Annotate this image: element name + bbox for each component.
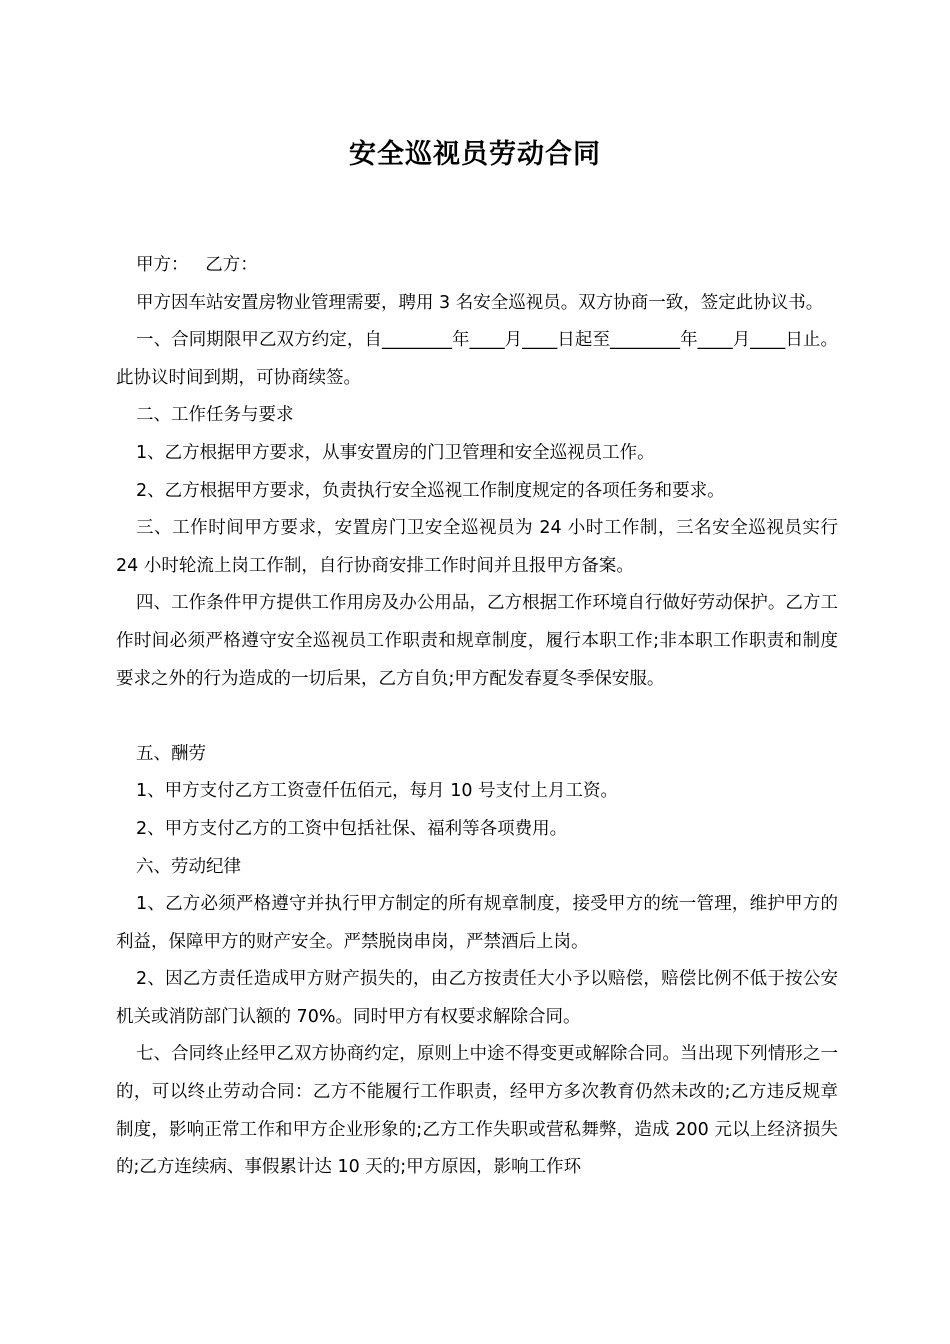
section-2-heading: 二、工作任务与要求 [136,405,294,426]
section-3-work-time: 三、工作时间甲方要求，安置房门卫安全巡视员为 24 小时工作制，三名安全巡视员实行 24 小时轮流上岗工作制，自行协商安排工作时间并且报甲方备案。 [116,518,844,576]
section-1-term: 一、合同期限甲乙双方约定，自________年____月____日起至________年____月____日止。此协议时间到期，可协商续签。 [116,330,838,388]
section-2-item-2: 2、乙方根据甲方要求，负责执行安全巡视工作制度规定的各项任务和要求。 [136,480,725,501]
intro-paragraph: 甲方因车站安置房物业管理需要，聘用 3 名安全巡视员。双方协商一致，签定此协议书。 [136,292,824,313]
section-7-termination: 七、合同终止经甲乙双方协商约定，原则上中途不得变更或解除合同。当出现下列情形之一的，可以终止劳动合同：乙方不能履行工作职责，经甲方多次教育仍然未改的;乙方违反规章制度，影响正常工作和甲方企业形象的;乙方工作失职或营私舞弊，造成 200 元以上经济损失的;乙方连续病、事假累计达 10 天的;甲方原因，影响工作环 [116,1044,838,1178]
section-6-item-1: 1、乙方必须严格遵守并执行甲方制定的所有规章制度，接受甲方的统一管理，维护甲方的利益，保障甲方的财产安全。严禁脱岗串岗，严禁酒后上岗。 [116,894,838,952]
section-5-heading: 五、酬劳 [136,743,206,764]
section-5-item-2: 2、甲方支付乙方的工资中包括社保、福利等各项费用。 [136,818,568,839]
section-4-work-conditions: 四、工作条件甲方提供工作用房及办公用品，乙方根据工作环境自行做好劳动保护。乙方工作时间必须严格遵守安全巡视员工作职责和规章制度，履行本职工作;非本职工作职责和制度要求之外的行为造成的一切后果，乙方自负;甲方配发春夏冬季保安服。 [116,593,838,689]
section-6-heading: 六、劳动纪律 [136,856,241,877]
blank-line [116,698,838,736]
section-2-item-1: 1、乙方根据甲方要求，从事安置房的门卫管理和安全巡视员工作。 [136,442,655,463]
document-body [116,247,844,1187]
document-title: 安全巡视员劳动合同 [349,139,601,170]
section-6-item-2: 2、因乙方责任造成甲方财产损失的，由乙方按责任大小予以赔偿，赔偿比例不低于按公安机关或消防部门认额的 70%。同时甲方有权要求解除合同。 [116,969,838,1027]
parties-line: 甲方： 乙方： [136,255,258,275]
section-5-item-1: 1、甲方支付乙方工资壹仟伍佰元，每月 10 号支付上月工资。 [136,781,619,802]
